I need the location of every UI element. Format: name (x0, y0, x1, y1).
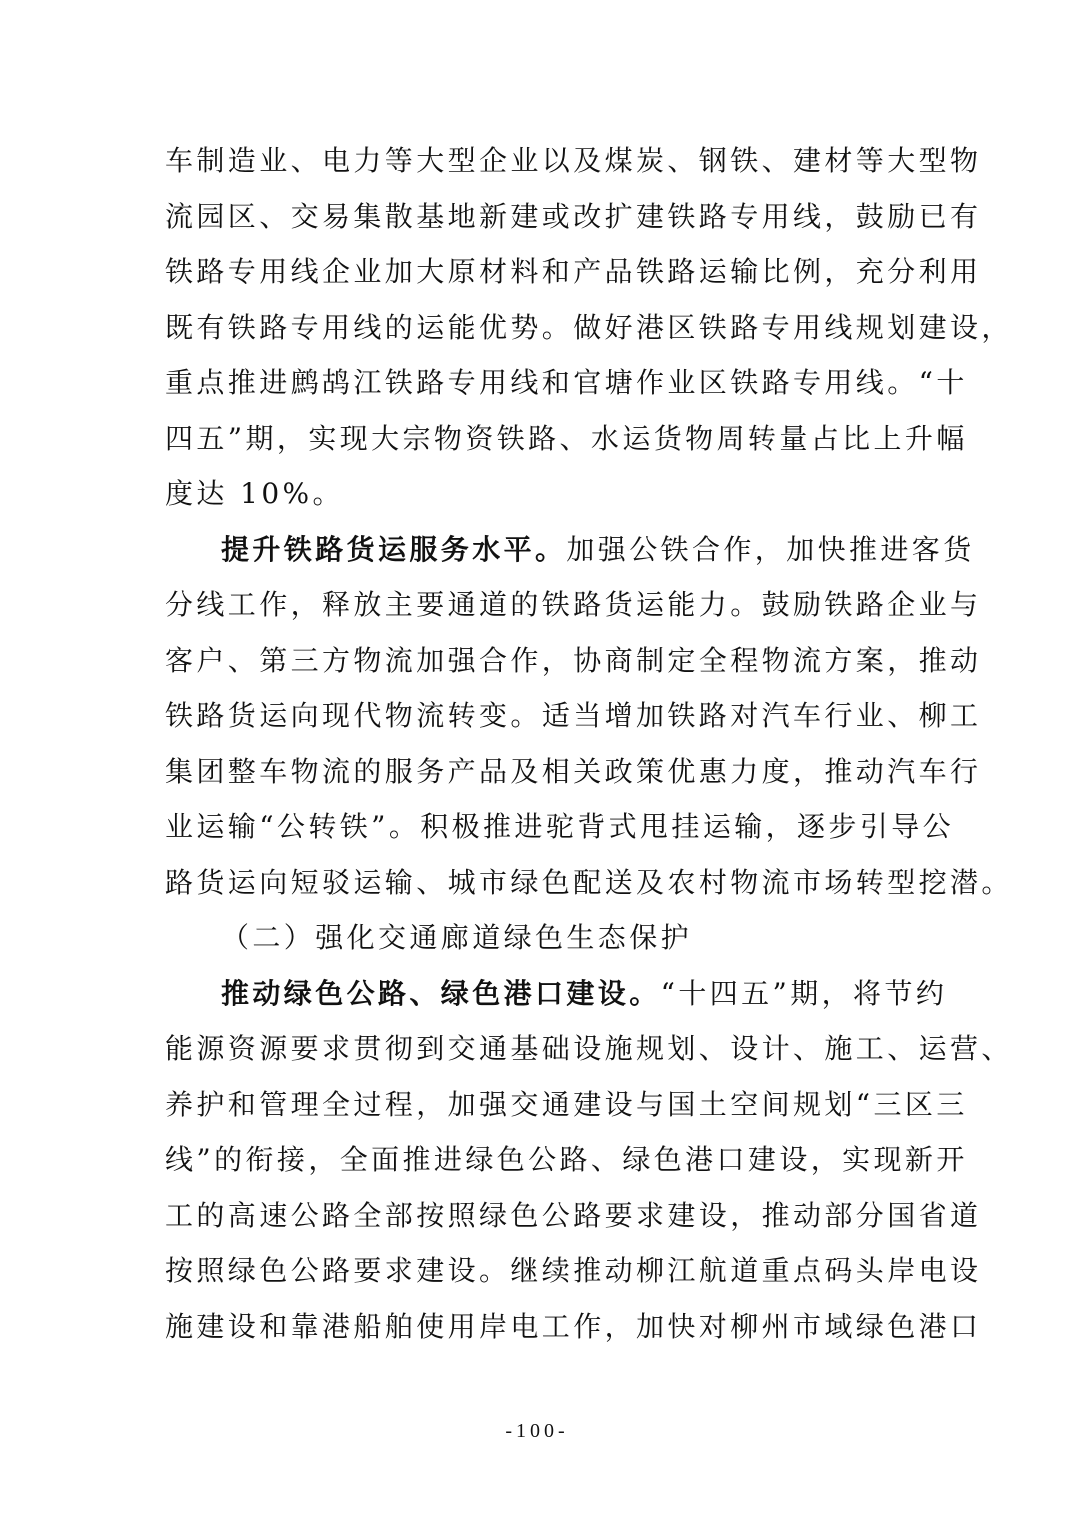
section-heading: （二）强化交通廊道绿色生态保护 (221, 921, 693, 954)
text-line: 施建设和靠港船舶使用岸电工作，加快对柳州市域绿色港口 (165, 1309, 982, 1343)
text-line: 集团整车物流的服务产品及相关政策优惠力度，推动汽车行 (165, 754, 982, 788)
text-line: 铁路专用线企业加大原材料和产品铁路运输比例，充分利用 (165, 255, 982, 288)
text-line: 能源资源要求贯彻到交通基础设施规划、设计、施工、运营、 (165, 1032, 1013, 1065)
paragraph-railway-freight (165, 522, 1013, 911)
text-line: 分线工作，释放主要通道的铁路货运能力。鼓励铁路企业与 (165, 588, 982, 621)
paragraph-first-line (165, 966, 948, 1022)
text-line: 既有铁路专用线的运能优势。做好港区铁路专用线规划建设， (165, 310, 1013, 344)
text-line: 度达 10%。 (165, 477, 344, 510)
paragraph-continued (165, 133, 1013, 522)
text-line: 工的高速公路全部按照绿色公路要求建设，推动部分国省道 (165, 1198, 982, 1232)
text-line: 四五”期，实现大宗物资铁路、水运货物周转量占比上升幅 (165, 421, 968, 455)
text-line: 重点推进鹧鸪江铁路专用线和官塘作业区铁路专用线。“十 (165, 366, 968, 399)
text-line: 客户、第三方物流加强合作，协商制定全程物流方案，推动 (165, 643, 982, 677)
text-line: 路货运向短驳运输、城市绿色配送及农村物流市场转型挖潜。 (165, 865, 1013, 899)
text-line: 线”的衔接，全面推进绿色公路、绿色港口建设，实现新开 (165, 1143, 968, 1176)
text-line: 流园区、交易集散基地新建或改扩建铁路专用线，鼓励已有 (165, 199, 982, 233)
text-line: 车制造业、电力等大型企业以及煤炭、钢铁、建材等大型物 (165, 144, 982, 177)
text-run: “十四五”期，将节约 (660, 976, 948, 1010)
text-line: 养护和管理全过程，加强交通建设与国土空间规划“三区三 (165, 1087, 968, 1121)
text-line: 按照绿色公路要求建设。继续推动柳江航道重点码头岸电设 (165, 1254, 982, 1287)
body-text (165, 133, 1013, 1354)
paragraph-first-line (165, 522, 975, 578)
paragraph-green-roads (165, 966, 1013, 1355)
text-line: 业运输“公转铁”。积极推进驼背式甩挂运输，逐步引导公 (165, 810, 955, 843)
paragraph-lead-heading: 提升铁路货运服务水平。 (221, 532, 567, 566)
page-number: -100- (505, 1420, 569, 1442)
text-line: 铁路货运向现代物流转变。适当增加铁路对汽车行业、柳工 (165, 699, 982, 732)
text-run: 加强公铁合作，加快推进客货 (566, 532, 975, 566)
paragraph-lead-heading: 推动绿色公路、绿色港口建设。 (221, 976, 661, 1010)
